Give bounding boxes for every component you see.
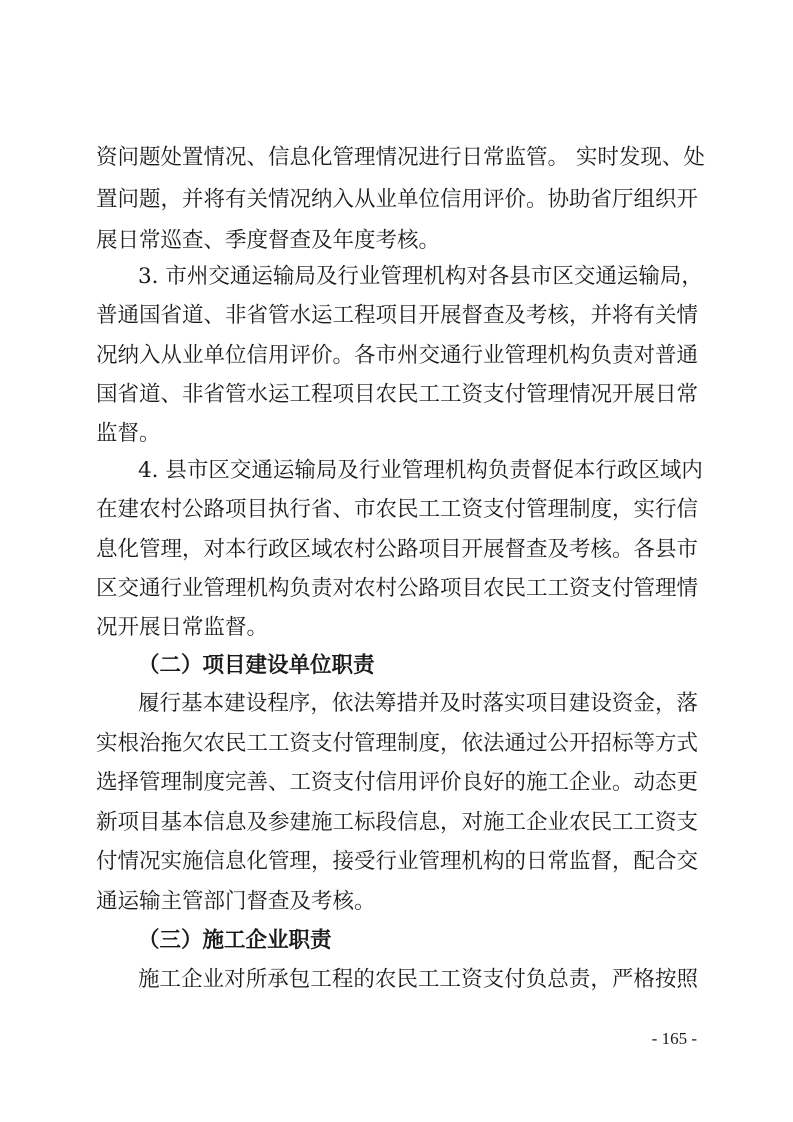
- paragraph-line: 置问题，并将有关情况纳入从业单位信用评价。协助省厅组织开: [96, 187, 699, 212]
- paragraph-line: 监督。: [96, 421, 161, 446]
- paragraph-line: 资问题处置情况、信息化管理情况进行日常监管。 实时发现、处: [96, 145, 705, 170]
- paragraph-line: 展日常巡查、季度督查及年度考核。: [96, 228, 441, 253]
- paragraph-line: 在建农村公路项目执行省、市农民工工资支付管理制度，实行信: [96, 497, 699, 522]
- paragraph-line: 实根治拖欠农民工工资支付管理制度，依法通过公开招标等方式: [96, 731, 699, 756]
- paragraph-line: 通运输主管部门督查及考核。: [96, 889, 376, 914]
- paragraph-line: 付情况实施信息化管理，接受行业管理机构的日常监督，配合交: [96, 849, 699, 874]
- paragraph-line: 息化管理，对本行政区域农村公路项目开展督查及考核。各县市: [96, 537, 699, 562]
- paragraph-line: 履行基本建设程序，依法筹措并及时落实项目建设资金，落: [138, 691, 698, 716]
- paragraph-line: 新项目基本信息及参建施工标段信息，对施工企业农民工工资支: [96, 810, 699, 835]
- section-heading: （二）项目建设单位职责: [138, 653, 375, 678]
- paragraph-line: 国省道、非省管水运工程项目农民工工资支付管理情况开展日常: [96, 382, 699, 407]
- paragraph-line: 施工企业对所承包工程的农民工工资支付负总责，严格按照: [138, 967, 698, 992]
- paragraph-line: 普通国省道、非省管水运工程项目开展督查及考核，并将有关情: [96, 303, 699, 328]
- paragraph-line: 况纳入从业单位信用评价。各市州交通行业管理机构负责对普通: [96, 343, 699, 368]
- paragraph-line: 4. 县市区交通运输局及行业管理机构负责督促本行政区域内: [138, 458, 703, 483]
- section-heading: （三）施工企业职责: [138, 928, 332, 953]
- paragraph-line: 选择管理制度完善、工资支付信用评价良好的施工企业。动态更: [96, 770, 699, 795]
- page-number: - 165 -: [651, 1029, 697, 1048]
- paragraph-line: 3. 市州交通运输局及行业管理机构对各县市区交通运输局，: [138, 264, 703, 289]
- paragraph-line: 况开展日常监督。: [96, 615, 269, 640]
- paragraph-line: 区交通行业管理机构负责对农村公路项目农民工工资支付管理情: [96, 576, 699, 601]
